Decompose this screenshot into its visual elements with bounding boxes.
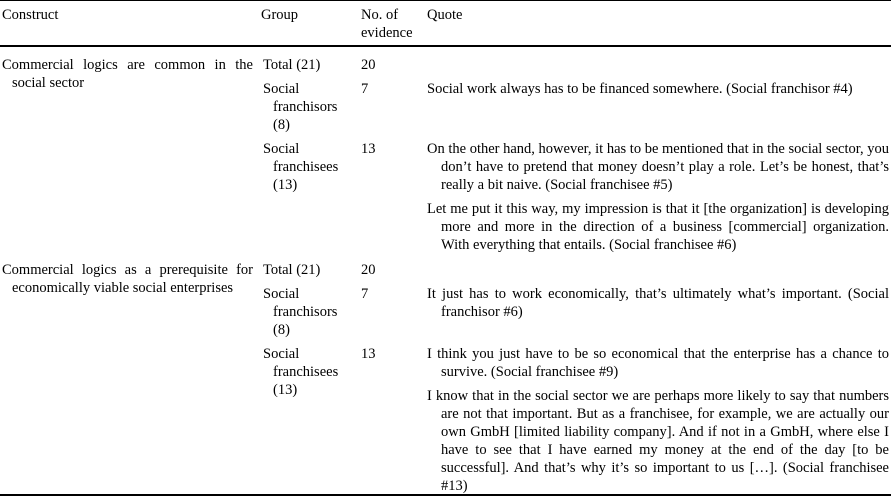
group-cell: Total (21) (263, 262, 321, 278)
construct-rows (261, 56, 891, 254)
column-header-quote: Quote (427, 7, 463, 23)
table-body (0, 47, 891, 495)
column-header-construct: Construct (2, 7, 59, 23)
table-header-row (0, 1, 891, 45)
group-row-total (261, 261, 891, 279)
group-row-franchisees (261, 140, 891, 254)
quote-cell (427, 345, 891, 495)
evidence-count: 7 (361, 286, 369, 302)
construct-cell: Commercial logics are common in the social sector (2, 57, 253, 91)
evidence-count: 13 (361, 346, 376, 362)
construct-section-1 (0, 56, 891, 254)
group-row-franchisors (261, 80, 891, 134)
quote-cell (427, 140, 891, 254)
construct-cell: Commercial logics as a prerequisite for economically viable social enterprises (2, 262, 253, 296)
group-cell: Social franchisees (13) (263, 346, 339, 398)
quote-cell (427, 80, 891, 134)
group-row-franchisors (261, 285, 891, 339)
group-cell: Social franchisees (13) (263, 141, 339, 193)
evidence-count: 13 (361, 141, 376, 157)
quote-cell (427, 56, 891, 74)
construct-section-2 (0, 261, 891, 495)
evidence-count: 20 (361, 262, 376, 278)
group-cell: Social franchisors (8) (263, 286, 338, 338)
quote-paragraph: I know that in the social sector we are perhaps more likely to say that numbers are not that important. But as a franchisee, for example, we are actually our own GmbH [limited liability company]. And if not in a GmbH, where else I have to see that I have earned my money at the end of the day [to be successful]. And that’s why it’s so important to us […]. (Social franchisee #13) (427, 388, 889, 494)
quote-paragraph: It just has to work economically, that’s ultimately what’s important. (Social franchisor #6) (427, 286, 889, 320)
quote-cell (427, 285, 891, 339)
construct-rows (261, 261, 891, 495)
group-cell: Total (21) (263, 57, 321, 73)
group-cell: Social franchisors (8) (263, 81, 338, 133)
column-header-evidence: No. of evidence (361, 7, 413, 41)
evidence-count: 7 (361, 81, 369, 97)
quote-paragraph: Let me put it this way, my impression is that it [the organization] is developing more and more in the direction of a business [commercial] organization. With everything that entails. (Social franchisee #6) (427, 201, 889, 253)
column-header-group: Group (261, 7, 299, 23)
quote-paragraph: Social work always has to be financed somewhere. (Social franchisor #4) (427, 81, 853, 97)
quote-paragraph: I think you just have to be so economical that the enterprise has a chance to survive. (Social franchisee #9) (427, 346, 889, 380)
quote-cell (427, 261, 891, 279)
evidence-count: 20 (361, 57, 376, 73)
quote-paragraph: On the other hand, however, it has to be mentioned that in the social sector, you don’t have to pretend that money doesn’t play a role. Let’s be honest, that’s really a bit naive. (Social franchisee #5) (427, 141, 889, 193)
group-row-franchisees (261, 345, 891, 495)
group-row-total (261, 56, 891, 74)
